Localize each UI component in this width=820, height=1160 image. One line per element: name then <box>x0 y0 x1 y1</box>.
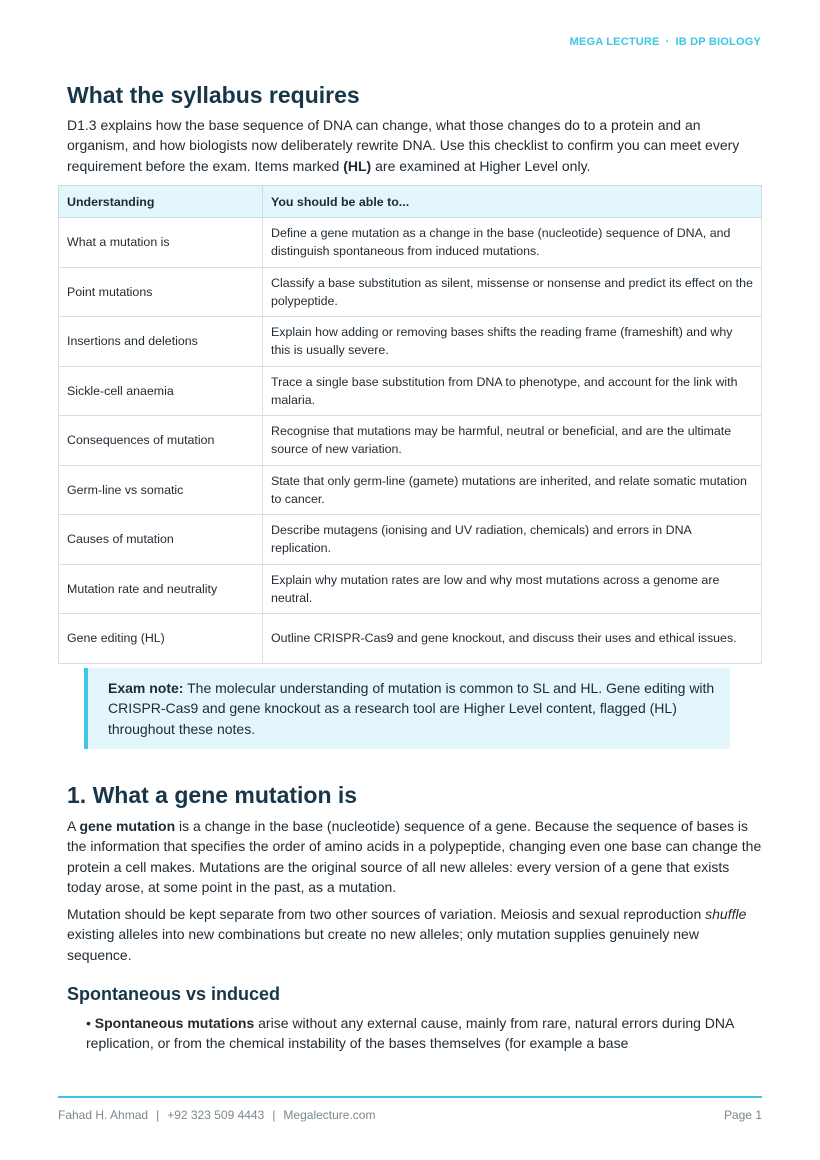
table-cell: What a mutation is <box>59 218 263 268</box>
exam-note-label: Exam note: <box>108 680 184 696</box>
table-row <box>59 366 762 416</box>
table-cell: Outline CRISPR-Cas9 and gene knockout, and discuss their uses and ethical issues. <box>263 614 762 664</box>
intro-text: D1.3 explains how the base sequence of DNA can change, what those changes do to a protein and an organism, and how biologists now deliberately rewrite DNA. Use this checklist to confirm you can meet every requirement before the exam. Items marked <box>67 117 740 174</box>
emphasis-shuffle: shuffle <box>705 906 747 923</box>
page-number: Page 1 <box>723 1108 762 1122</box>
section-paragraph <box>67 816 762 897</box>
paragraph-text: A <box>67 818 80 834</box>
table-header-row <box>59 186 762 218</box>
brand-name: MEGA LECTURE <box>569 36 660 48</box>
hl-marker: (HL) <box>343 157 372 174</box>
footer-divider <box>58 1096 762 1098</box>
table-cell: Explain how adding or removing bases shifts the reading frame (frameshift) and why this is usually severe. <box>263 317 762 367</box>
footer-phone: +92 323 509 4443 <box>167 1108 265 1122</box>
table-row <box>59 614 762 664</box>
paragraph-text: existing alleles into new combinations but create no new alleles; only mutation supplies genuinely new sequence. <box>67 926 699 963</box>
table-cell: Germ-line vs somatic <box>59 465 263 515</box>
table-row <box>59 218 762 268</box>
table-cell: Explain why mutation rates are low and why most mutations across a genome are neutral. <box>263 564 762 614</box>
section-paragraph <box>67 904 762 965</box>
subject-name: IB DP BIOLOGY <box>675 36 761 48</box>
page-title: What the syllabus requires <box>67 82 360 108</box>
footer-separator: | <box>272 1108 276 1122</box>
intro-text-end: are examined at Higher Level only. <box>371 157 591 174</box>
table-cell: Trace a single base substitution from DNA to phenotype, and account for the link with malaria. <box>263 366 762 416</box>
table-row <box>59 564 762 614</box>
section-mutation <box>67 780 762 1054</box>
page-footer <box>58 1108 762 1122</box>
requirements-table <box>58 185 762 664</box>
list-item-text: arise without any external cause, mainly from rare, natural errors during DNA replication, or from the chemical instability of the bases themselves (for example a base <box>86 1015 734 1052</box>
paragraph-text: is a change in the base (nucleotide) sequence of a gene. Because the sequence of bases is the information that specifies the order of amino acids in a polypeptide, changing even one base can change the protein a cell makes. Mutations are the original source of all new alleles: every version of a gene that exists today arose, at some point in the past, as a mutation. <box>67 818 762 895</box>
table-row <box>59 317 762 367</box>
page-header <box>570 36 761 48</box>
table-cell: Gene editing (HL) <box>59 614 263 664</box>
table-cell: Point mutations <box>59 267 263 317</box>
exam-note-callout <box>84 668 730 749</box>
table-cell: Causes of mutation <box>59 515 263 565</box>
footer-website: Megalecture.com <box>283 1108 376 1122</box>
table-cell: State that only germ-line (gamete) mutations are inherited, and relate somatic mutation to cancer. <box>263 465 762 515</box>
footer-author: Fahad H. Ahmad <box>58 1108 149 1122</box>
intro-section <box>67 80 762 176</box>
table-cell: Classify a base substitution as silent, missense or nonsense and predict its effect on the polypeptide. <box>263 267 762 317</box>
footer-separator: | <box>156 1108 160 1122</box>
table-cell: Sickle-cell anaemia <box>59 366 263 416</box>
term-spontaneous: Spontaneous mutations <box>94 1015 255 1032</box>
table-cell: Consequences of mutation <box>59 416 263 466</box>
list-item <box>86 1013 762 1054</box>
table-cell: Recognise that mutations may be harmful, neutral or beneficial, and are the ultimate source of new variation. <box>263 416 762 466</box>
table-cell: Define a gene mutation as a change in the base (nucleotide) sequence of DNA, and distinguish spontaneous from induced mutations. <box>263 218 762 268</box>
table-row <box>59 267 762 317</box>
column-header-understanding: Understanding <box>59 186 263 218</box>
table-cell: Describe mutagens (ionising and UV radiation, chemicals) and errors in DNA replication. <box>263 515 762 565</box>
subheading: Spontaneous vs induced <box>67 984 281 1005</box>
header-separator: · <box>665 36 670 48</box>
intro-paragraph <box>67 115 762 176</box>
table-row <box>59 515 762 565</box>
column-header-able-to: You should be able to... <box>263 186 762 218</box>
bullet-icon: • <box>86 1015 91 1032</box>
table-cell: Insertions and deletions <box>59 317 263 367</box>
paragraph-text: Mutation should be kept separate from two other sources of variation. Meiosis and sexual reproduction <box>67 906 706 923</box>
table-cell: Mutation rate and neutrality <box>59 564 263 614</box>
table-row <box>59 465 762 515</box>
term-gene-mutation: gene mutation <box>79 818 176 834</box>
section-title: 1. What a gene mutation is <box>67 782 358 808</box>
table-row <box>59 416 762 466</box>
exam-note-text: The molecular understanding of mutation is common to SL and HL. Gene editing with CRISPR-Cas9 and gene knockout as a research tool are Higher Level content, flagged (HL) throughout these notes. <box>108 680 715 737</box>
